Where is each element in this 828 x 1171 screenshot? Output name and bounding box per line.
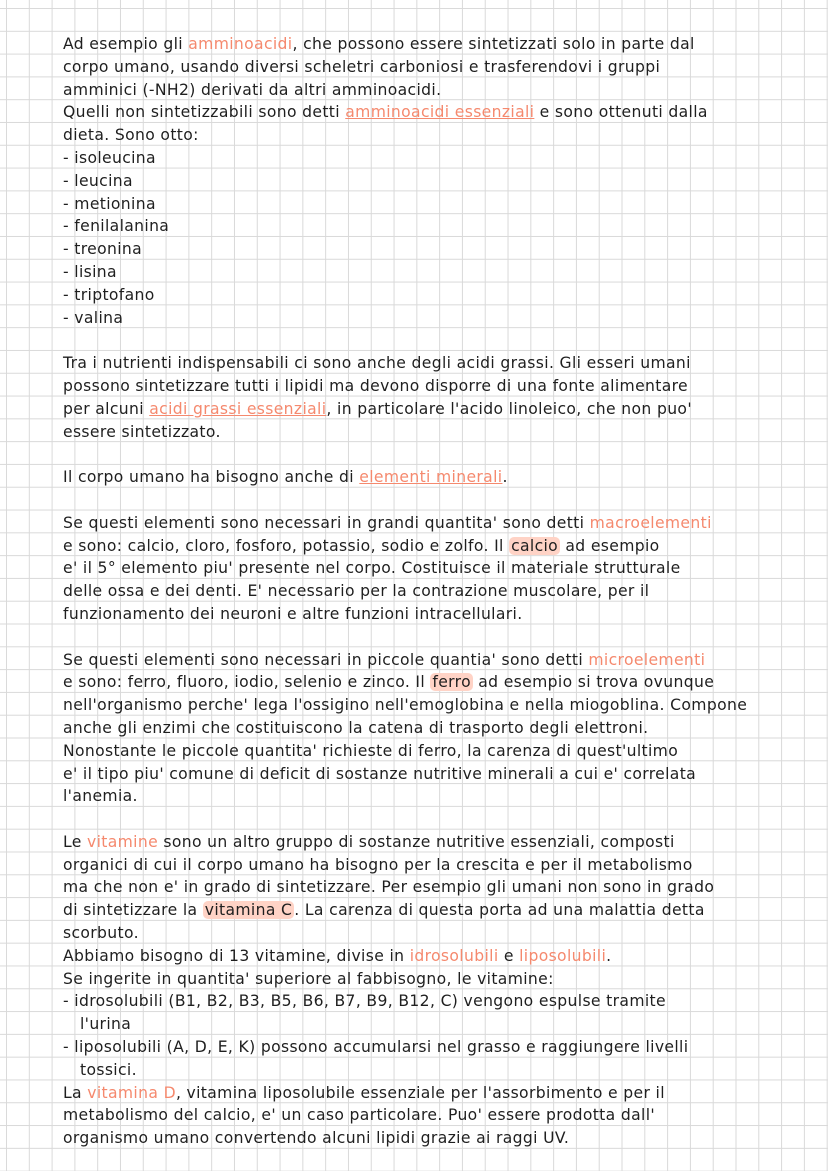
text-line: e sono: calcio, cloro, fosforo, potassio, sodio e zolfo. Il calcio ad esempio (63, 536, 660, 555)
paragraph-macroelementi (63, 512, 818, 626)
paragraph-amminoacidi (63, 33, 818, 329)
list-item: - lisina (63, 262, 117, 281)
list-item: - fenilalanina (63, 217, 170, 236)
highlight-calcio: calcio (511, 536, 559, 555)
keyword-amminoacidi: amminoacidi (188, 35, 293, 53)
amino-acid-list (63, 147, 818, 329)
text-line: corpo umano, usando diversi scheletri carboniosi e trasferendovi i gruppi (63, 57, 661, 76)
text-line: nell'organismo perche' lega l'ossigino nell'emoglobina e nella miogoblina. Compone (63, 696, 748, 715)
list-item: - treonina (63, 240, 143, 259)
text-line: ma che non e' in grado di sintetizzare. Per esempio gli umani non sono in grado (63, 878, 715, 897)
keyword-amminoacidi-essenziali: amminoacidi essenziali (345, 103, 535, 122)
highlight-ferro: ferro (432, 673, 471, 692)
text-line: e' il 5° elemento piu' presente nel corpo. Costituisce il materiale strutturale (63, 559, 681, 578)
text-line: Tra i nutrienti indispensabili ci sono anche degli acidi grassi. Gli esseri umani (63, 354, 691, 373)
text-line: organici di cui il corpo umano ha bisogno per la crescita e per il metabolismo (63, 855, 693, 874)
notes-page (63, 33, 818, 1150)
text-line: Ad esempio gli amminoacidi, che possono essere sintetizzati solo in parte dal (63, 35, 695, 53)
text-line: Abbiamo bisogno di 13 vitamine, divise in idrosolubili e liposolubili. (63, 946, 612, 965)
keyword-idrosolubili: idrosolubili (409, 946, 499, 965)
text-line: Se questi elementi sono necessari in piccole quantia' sono detti microelementi (63, 650, 706, 669)
text-line: Quelli non sintetizzabili sono detti amminoacidi essenziali e sono ottenuti dalla (63, 103, 708, 122)
keyword-vitamina-d: vitamina D (87, 1083, 176, 1102)
text-line: anche gli enzimi che costituiscono la catena di trasporto degli elettroni. (63, 718, 649, 737)
paragraph-minerali (63, 466, 818, 489)
text-line: e sono: ferro, fluoro, iodio, selenio e zinco. Il ferro ad esempio si trova ovunque (63, 673, 715, 692)
text-line: dieta. Sono otto: (63, 126, 199, 145)
text-line: amminici (-NH2) derivati da altri amminoacidi. (63, 80, 442, 99)
list-item: - metionina (63, 194, 156, 213)
keyword-macroelementi: macroelementi (589, 513, 712, 532)
text-line: organismo umano convertendo alcuni lipidi grazie ai raggi UV. (63, 1129, 570, 1148)
keyword-vitamine: vitamine (87, 832, 159, 851)
list-item-continuation: tossici. (80, 1060, 137, 1079)
text-line: essere sintetizzato. (63, 422, 221, 441)
text-line: e' il tipo piu' comune di deficit di sostanze nutritive minerali a cui e' correlata (63, 764, 697, 783)
list-item-continuation: l'urina (80, 1015, 132, 1034)
text-line: Le vitamine sono un altro gruppo di sostanze nutritive essenziali, composti (63, 832, 675, 851)
text-line: funzionamento dei neuroni e altre funzioni intracellulari. (63, 604, 523, 623)
list-item: - idrosolubili (B1, B2, B3, B5, B6, B7, B9, B12, C) vengono espulse tramite (63, 992, 666, 1011)
keyword-microelementi: microelementi (588, 650, 706, 669)
list-item: - isoleucina (63, 148, 156, 167)
paragraph-acidi-grassi (63, 352, 818, 443)
list-item: - valina (63, 308, 124, 327)
keyword-acidi-grassi-essenziali: acidi grassi essenziali (149, 399, 327, 418)
text-line: La vitamina D, vitamina liposolubile essenziale per l'assorbimento e per il (63, 1083, 665, 1102)
text-line: di sintetizzare la vitamina C . La carenza di questa porta ad una malattia detta (63, 901, 705, 920)
list-item: - liposolubili (A, D, E, K) possono accumularsi nel grasso e raggiungere livelli (63, 1038, 689, 1057)
text-line: l'anemia. (63, 787, 138, 806)
text-line: per alcuni acidi grassi essenziali, in particolare l'acido linoleico, che non puo' (63, 399, 692, 418)
text-line: Nonostante le piccole quantita' richieste di ferro, la carenza di quest'ultimo (63, 741, 679, 760)
keyword-elementi-minerali: elementi minerali (359, 468, 503, 487)
text-line: possono sintetizzare tutti i lipidi ma devono disporre di una fonte alimentare (63, 376, 688, 395)
text-line: delle ossa e dei denti. E' necessario per la contrazione muscolare, per il (63, 582, 650, 601)
text-line: Se questi elementi sono necessari in grandi quantita' sono detti macroelementi (63, 513, 712, 532)
highlight-vitamina-c: vitamina C (204, 901, 293, 920)
list-item: - triptofano (63, 285, 155, 304)
keyword-liposolubili: liposolubili (519, 946, 607, 965)
text-line: Se ingerite in quantita' superiore al fabbisogno, le vitamine: (63, 969, 554, 988)
paragraph-microelementi (63, 649, 818, 809)
text-line: Il corpo umano ha bisogno anche di elementi minerali. (63, 468, 508, 487)
text-line: scorbuto. (63, 924, 139, 943)
paragraph-vitamine (63, 831, 818, 1150)
text-line: metabolismo del calcio, e' un caso particolare. Puo' essere prodotta dall' (63, 1106, 656, 1125)
list-item: - leucina (63, 171, 133, 190)
